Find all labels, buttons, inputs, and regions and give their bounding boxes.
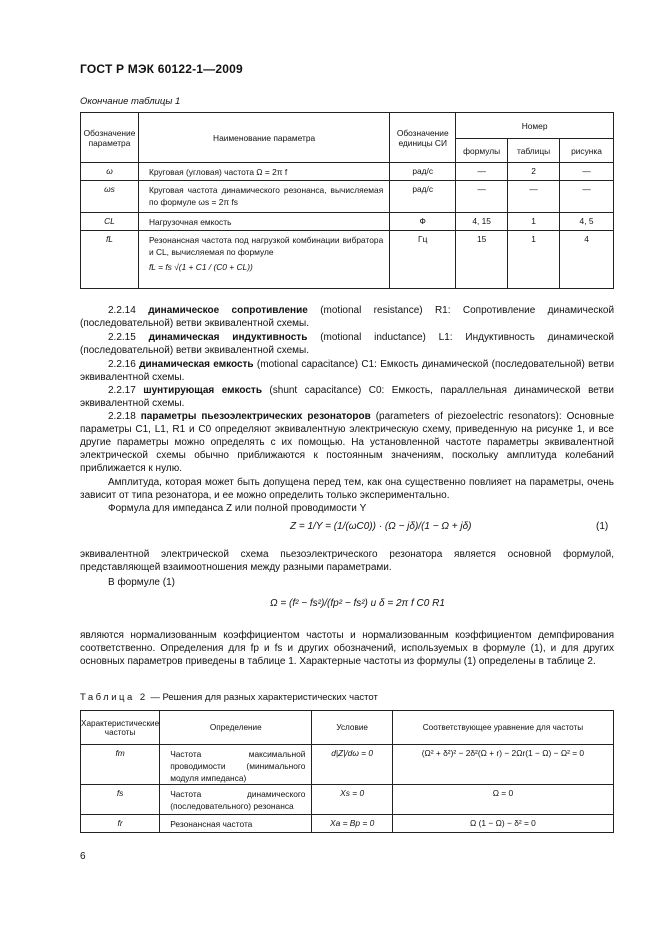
col-eq: Соответствующее уравнение для частоты [392,711,613,745]
document-header: ГОСТ Р МЭК 60122-1—2009 [80,62,243,76]
col-si: Обозначение единицы СИ [390,113,456,163]
table2-caption: Таблица 2 — Решения для разных характеристических частот [80,692,378,703]
parameters-table [80,112,614,289]
col-number: Номер [456,113,614,139]
col-figure: рисунка [560,139,614,163]
table-row: fr Резонансная частота Xa = Bp = 0 Ω (1 − Ω) − δ² = 0 [81,815,614,833]
col-freq: Характеристические частоты [81,711,160,745]
table-row: fs Частота динамического (последовательного) резонанса Xs = 0 Ω = 0 [81,785,614,815]
impedance-intro: Формула для импеданса Z или полной проводимости Y [108,503,367,514]
equation-1-number: (1) [596,521,609,532]
formula-reference: В формуле (1) [108,577,175,588]
col-designation: Обозначение параметра [81,113,139,163]
col-formula: формулы [456,139,508,163]
col-def: Определение [160,711,312,745]
clause-2-2-16: 2.2.16 динамическая емкость (motional capacitance) C1: Емкость динамической (последовательной) ветви эквивалентной схемы. [80,359,615,383]
normalized-coefficients-paragraph: являются нормализованным коэффициентом частоты и нормализованным коэффициентом демпфирования соответственно. Определения для fp и fs и других обозначений, используемых в формуле (1), и для других основных параметров приведены в таблице 1. Характерные частоты из формулы (1) определены в таблице 2. [80,630,614,667]
col-cond: Условие [312,711,392,745]
clause-2-2-14: 2.2.14 динамическое сопротивление (motional resistance) R1: Сопротивление динамической (последовательной) ветви эквивалентной схемы. [80,305,615,329]
table-row: CL Нагрузочная емкость Ф 4, 15 1 4, 5 [81,213,614,231]
load-frequency-formula: fL = fs √(1 + C1 / (C0 + CL)) [148,262,253,272]
page-number: 6 [80,851,86,862]
table-row: fm Частота максимальной проводимости (минимального модуля импеданса) d|Z|/dω = 0 (Ω² + δ²)² − 2δ²(Ω + r) − 2Ωr(1 − Ω) − Ω² = 0 [81,745,614,785]
clause-2-2-17: 2.2.17 шунтирующая емкость (shunt capacitance) C0: Емкость, параллельная динамической ветви эквивалентной схемы. [80,385,615,409]
col-table: таблицы [508,139,560,163]
equation-1-description: эквивалентной электрической схема пьезоэлектрического резонатора является основной формулой, представляющей взаимоотношения между разными параметрами. [80,549,614,573]
col-name: Наименование параметра [138,113,389,163]
equation-1: Z = 1/Y = (1/(ωC0)) · (Ω − jδ)/(1 − Ω + jδ) [290,521,472,532]
table-row: ωs Круговая частота динамического резонанса, вычисляемая по формуле ωs = 2π fs рад/с — — — [81,181,614,213]
clause-2-2-15: 2.2.15 динамическая индуктивность (motional inductance) L1: Индуктивность динамической (последовательной) ветви эквивалентной схемы. [80,332,614,356]
equation-2: Ω = (f² − fs²)/(fp² − fs²) и δ = 2π f C0 R1 [270,598,445,609]
amplitude-paragraph: Амплитуда, которая может быть допущена перед тем, как она существенно повлияет на параметры, очень зависит от типа резонатора, и ее можно определить только экспериментально. [80,477,614,501]
characteristic-frequencies-table [80,710,614,833]
table1-caption: Окончание таблицы 1 [80,96,181,107]
clause-2-2-18: 2.2.18 параметры пьезоэлектрических резонаторов (parameters of piezoelectric resonators): Основные параметры C1, L1, R1 и C0 определяют эквивалентную электрическую схему, приведенную на рисунке 1, и все другие параметры можно определять с их помощью. На установленной частоте параметры эквивалентной электрической схемы обычно приближаются к постоянным значениям, поскольку амплитуда колебаний приближается к нулю. [80,411,615,474]
table-row: ω Круговая (угловая) частота Ω = 2π f рад/с — 2 — [81,163,614,181]
table-row: fL Резонансная частота под нагрузкой комбинации вибратора и CL, вычисляемая по формуле fL = fs √(1 + C1 / (C0 + CL)) Гц 15 1 4 [81,231,614,289]
